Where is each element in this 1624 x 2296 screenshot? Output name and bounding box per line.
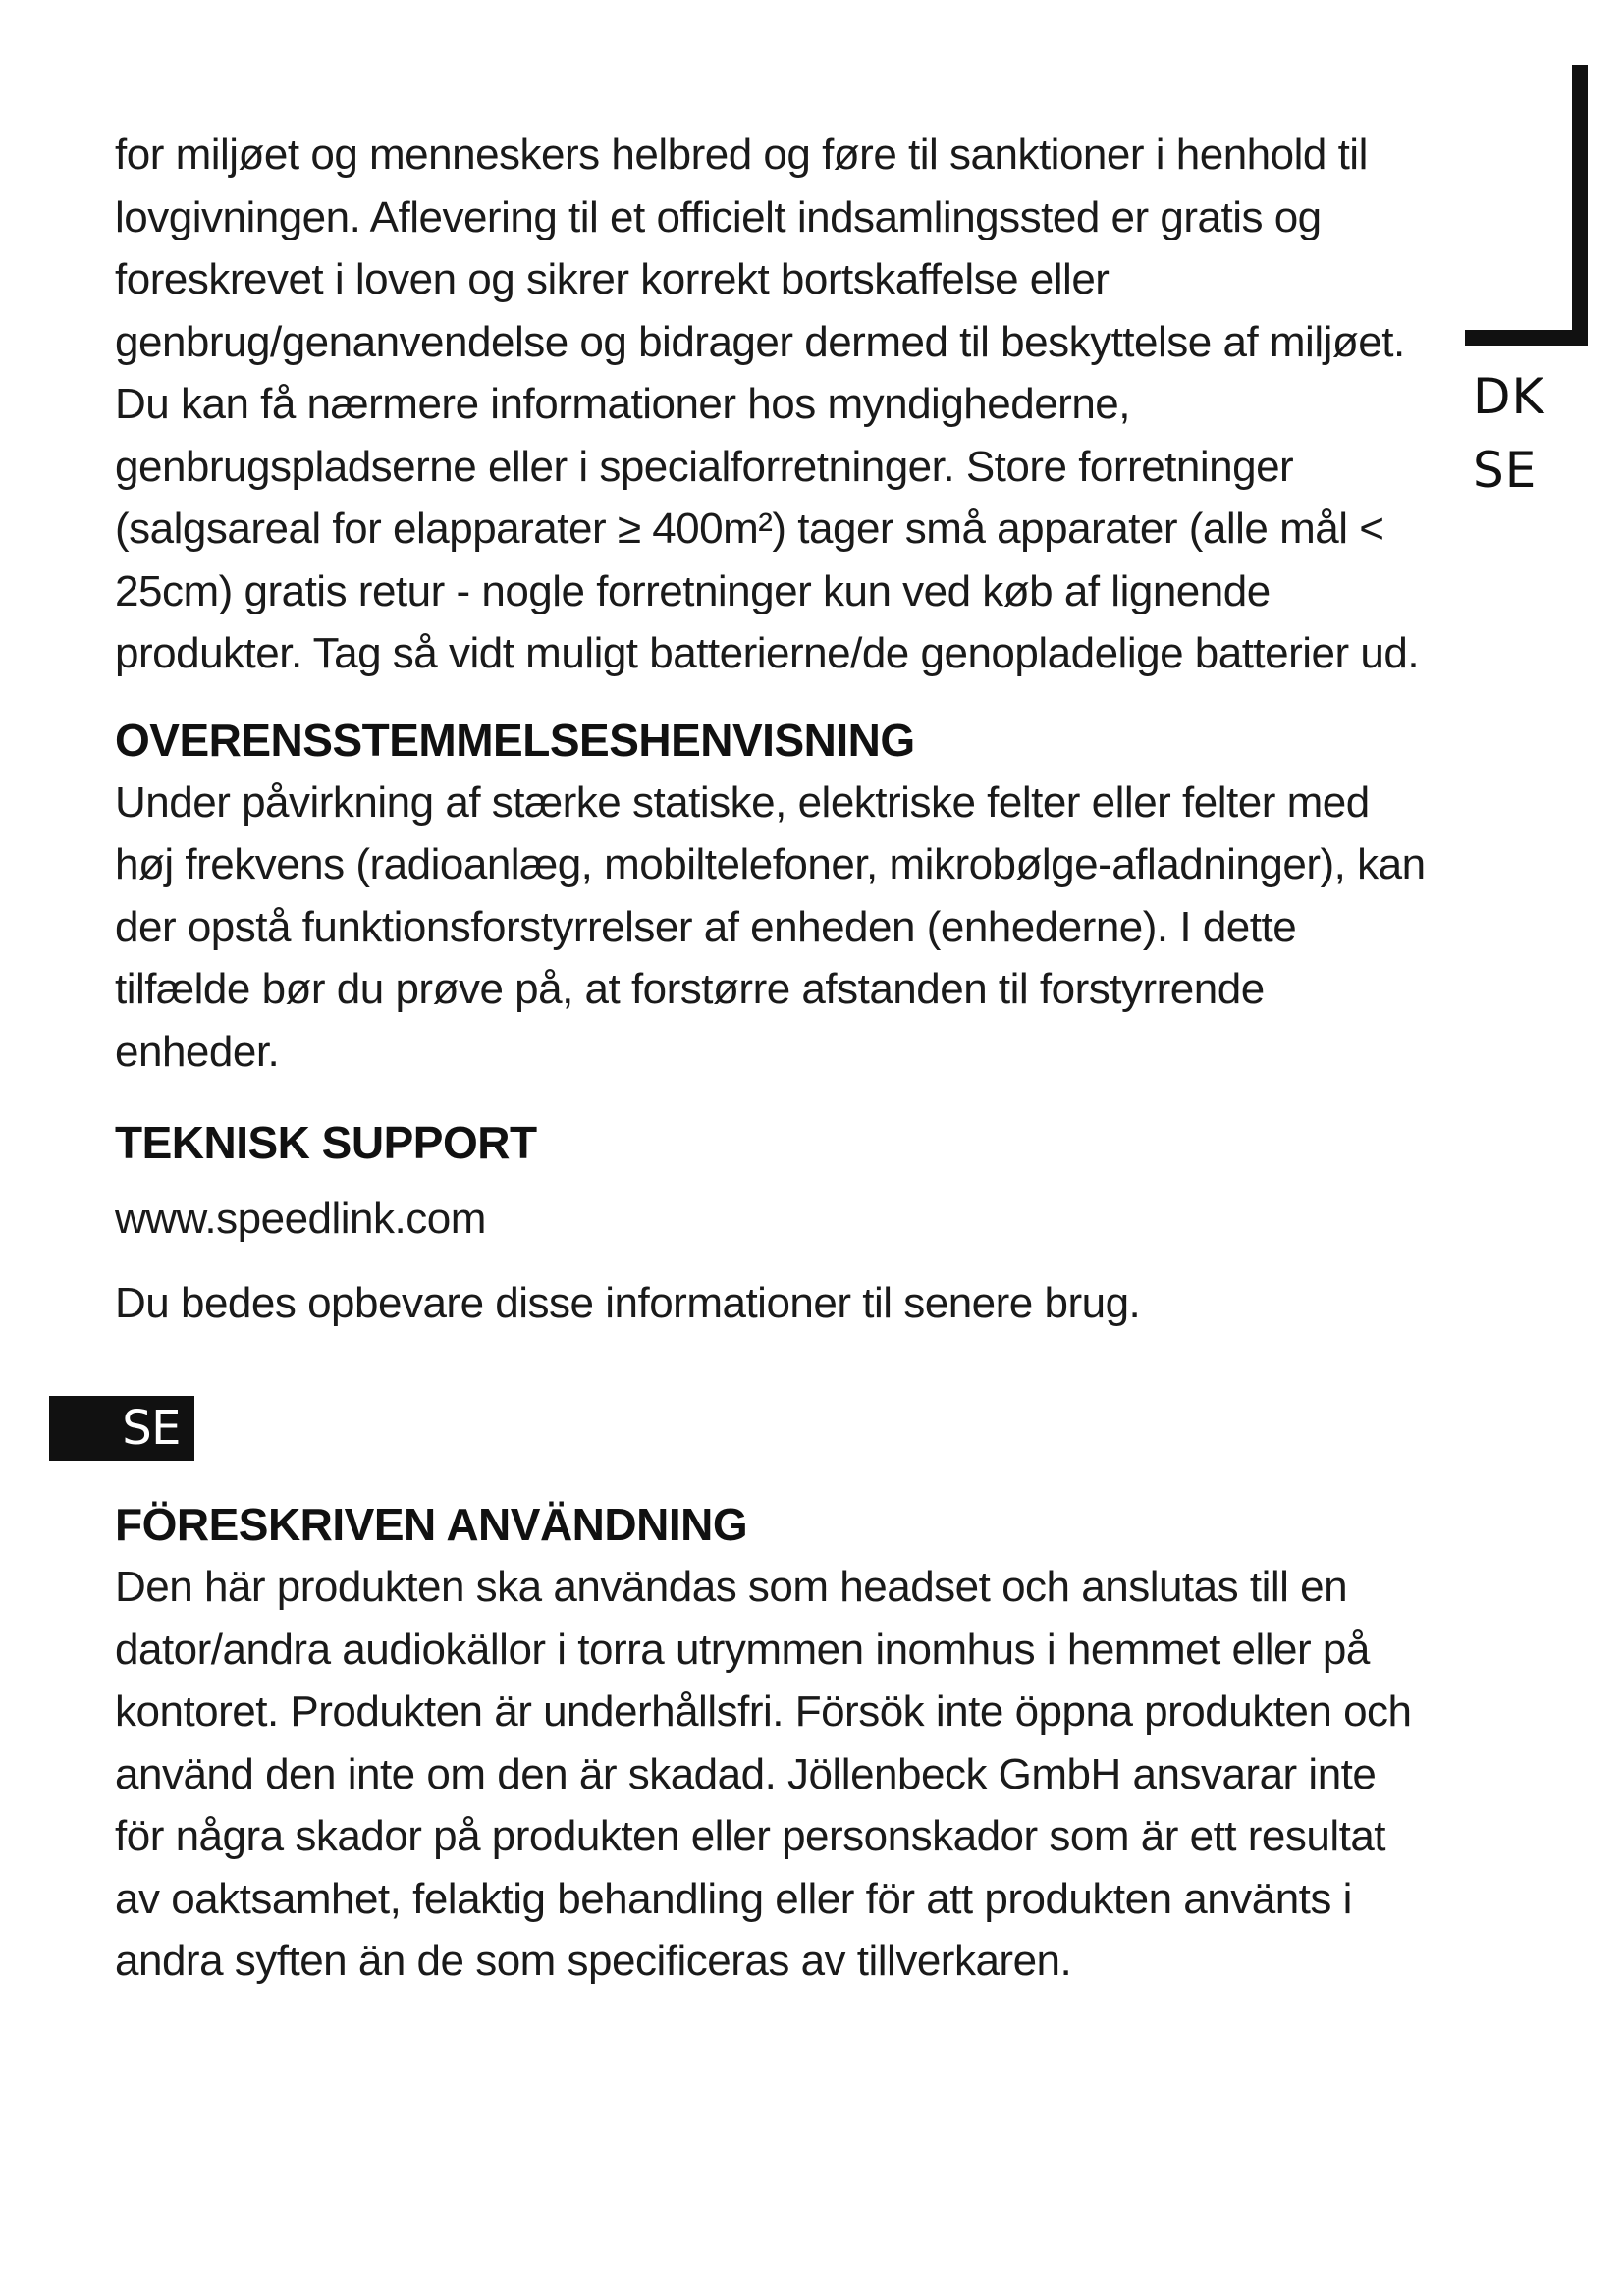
side-tab-se: SE — [1473, 442, 1538, 499]
content-column — [115, 124, 1431, 1993]
corner-mark-vertical — [1572, 65, 1588, 346]
corner-mark-horizontal — [1465, 330, 1588, 346]
se-intended-use-heading: FÖRESKRIVEN ANVÄNDNING — [115, 1499, 748, 1550]
dk-conformity-paragraph: Under påvirkning af stærke statiske, elektriske felter eller felter med høj frekvens (radioanlæg, mobiltelefoner, mikrobølge-afladninger), kan der opstå funktionsforstyrrelser af enheden (enhederne). I dette tilfælde bør du prøve på, at forstørre afstanden til forstyrrende enheder. — [115, 777, 1426, 1076]
se-language-tag — [49, 1396, 194, 1461]
dk-support-url: www.speedlink.com — [115, 1195, 486, 1243]
dk-conformity-heading: OVERENSSTEMMELSESHENVISNING — [115, 714, 915, 766]
dk-support-heading: TEKNISK SUPPORT — [115, 1117, 537, 1168]
se-intended-use-paragraph: Den här produkten ska användas som headset och anslutas till en dator/andra audiokällor i torra utrymmen inomhus i hemmet eller på kontoret. Produkten är underhållsfri. Försök inte öppna produkten och använd den inte om den är skadad. Jöllenbeck GmbH ansvarar inte för några skador på produkten eller personskador som är ett resultat av oaktsamhet, felaktig behandling eller för att produkten använts i andra syften än de som specificeras av tillverkaren. — [115, 1563, 1412, 1985]
dk-keep-info-paragraph: Du bedes opbevare disse informationer til senere brug. — [115, 1278, 1141, 1327]
se-language-tag-label: SE — [122, 1401, 181, 1456]
side-tab-dk: DK — [1473, 368, 1545, 425]
dk-disposal-paragraph: for miljøet og menneskers helbred og føre til sanktioner i henhold til lovgivningen. Aflevering til et officielt indsamlingssted er gratis og foreskrevet i loven og sikrer korrekt bortskaffelse eller genbrug/genanvendelse og bidrager dermed til beskyttelse af miljøet. Du kan få nærmere informationer hos myndighederne, genbrugspladserne eller i specialforretninger. Store forretninger (salgsareal for elapparater ≥ 400m²) tager små apparater (alle mål < 25cm) gratis retur - nogle forretninger kun ved køb af lignende produkter. Tag så vidt muligt batterierne/de genopladelige batterier ud. — [115, 131, 1420, 677]
